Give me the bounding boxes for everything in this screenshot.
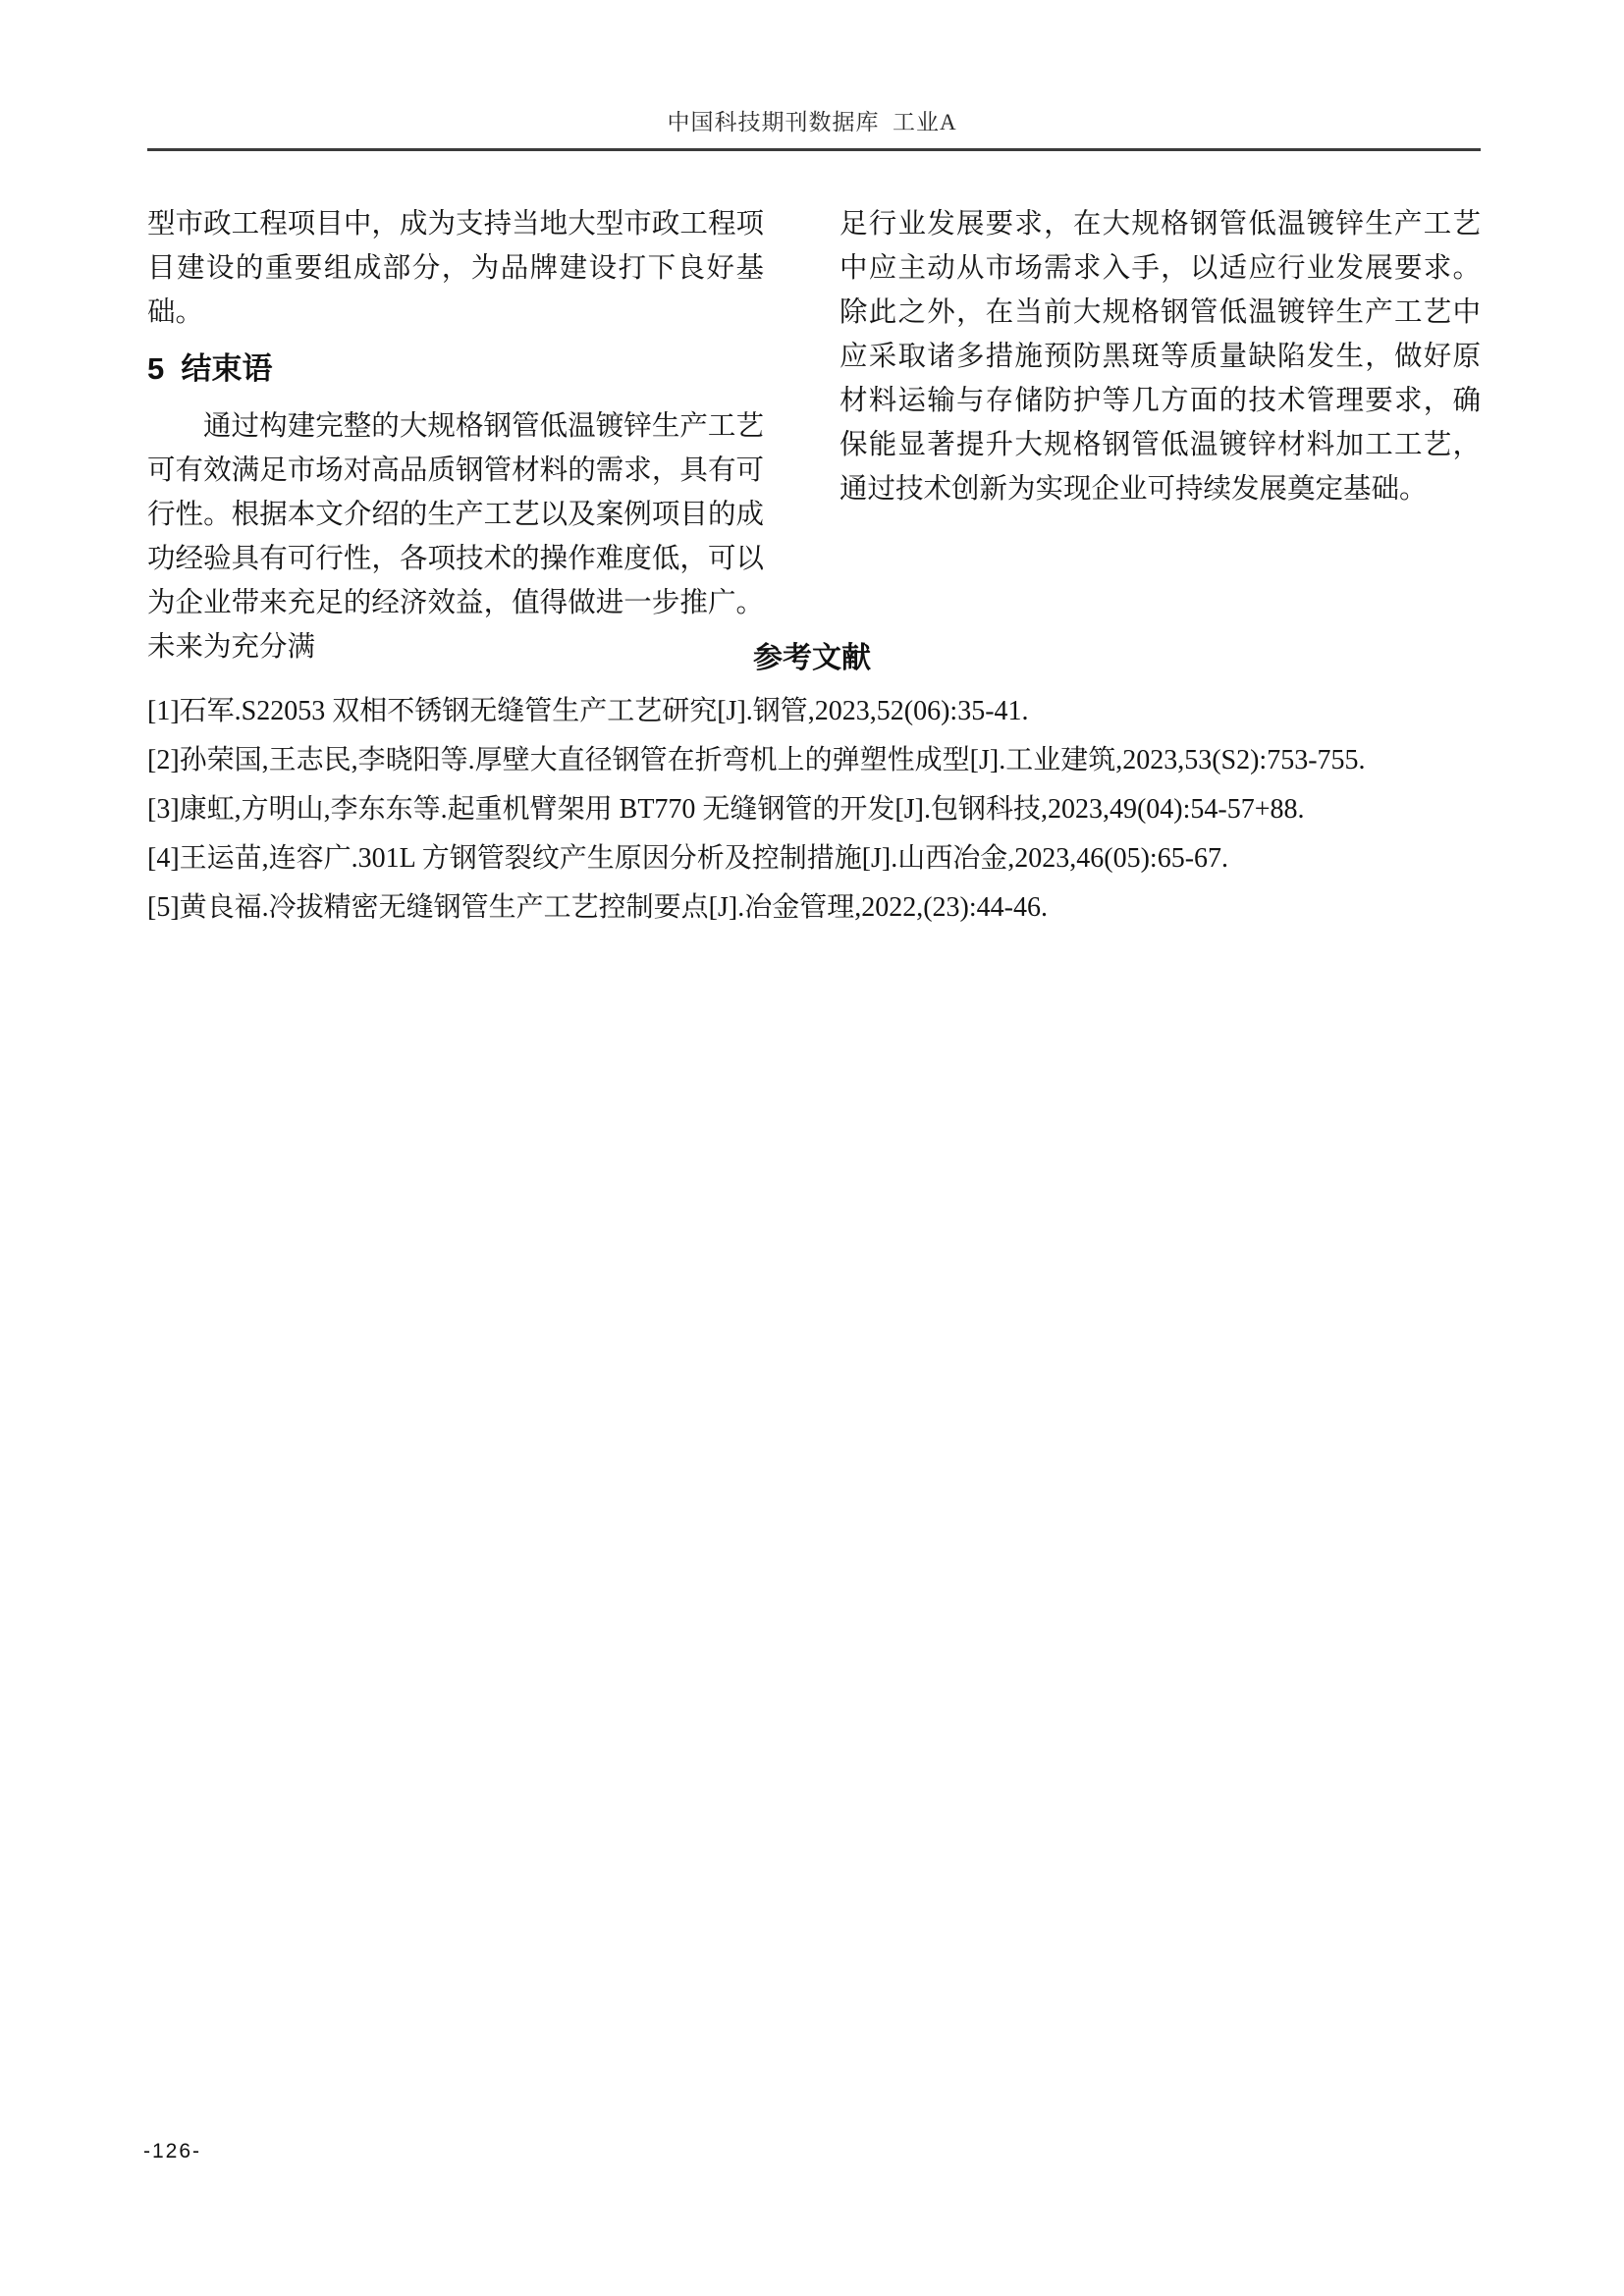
footer-page-number: -126- <box>143 2140 202 2163</box>
body-columns <box>147 202 1481 669</box>
right-column <box>839 202 1481 669</box>
continuation-paragraph: 型市政工程项目中，成为支持当地大型市政工程项目建设的重要组成部分，为品牌建设打下良好基础。 <box>147 209 764 328</box>
references-list <box>147 687 1502 933</box>
right-column-paragraph: 足行业发展要求，在大规格钢管低温镀锌生产工艺中应主动从市场需求入手，以适应行业发展要求。除此之外，在当前大规格钢管低温镀锌生产工艺中应采取诸多措施预防黑斑等质量缺陷发生，做好原材料运输与存储防护等几方面的技术管理要求，确保能显著提升大规格钢管低温镀锌材料加工工艺，通过技术创新为实现企业可持续发展奠定基础。 <box>839 209 1481 505</box>
reference-item-5: [5]黄良福.冷拔精密无缝钢管生产工艺控制要点[J].冶金管理,2022,(23):44-46. <box>147 892 1048 923</box>
conclusion-paragraph: 通过构建完整的大规格钢管低温镀锌生产工艺可有效满足市场对高品质钢管材料的需求，具有可行性。根据本文介绍的生产工艺以及案例项目的成功经验具有可行性，各项技术的操作难度低，可以为企业带来充足的经济效益，值得做进一步推广。未来为充分满 <box>147 411 764 663</box>
header-divider-rule <box>147 148 1481 151</box>
reference-item-1: [1]石军.S22053 双相不锈钢无缝管生产工艺研究[J].钢管,2023,52(06):35-41. <box>147 696 1029 726</box>
reference-item-2: [2]孙荣国,王志民,李晓阳等.厚壁大直径钢管在折弯机上的弹塑性成型[J].工业建筑,2023,53(S2):753-755. <box>147 745 1366 775</box>
section-heading-conclusion: 5 结束语 <box>147 351 273 386</box>
reference-item-3: [3]康虹,方明山,李东东等.起重机臂架用 BT770 无缝钢管的开发[J].包钢科技,2023,49(04):54-57+88. <box>147 794 1305 825</box>
journal-header-title: 中国科技期刊数据库 工业A <box>667 110 957 134</box>
left-column <box>147 202 764 669</box>
references-heading: 参考文献 <box>753 642 871 674</box>
reference-item-4: [4]王运苗,连容广.301L 方钢管裂纹产生原因分析及控制措施[J].山西冶金,2023,46(05):65-67. <box>147 843 1229 874</box>
